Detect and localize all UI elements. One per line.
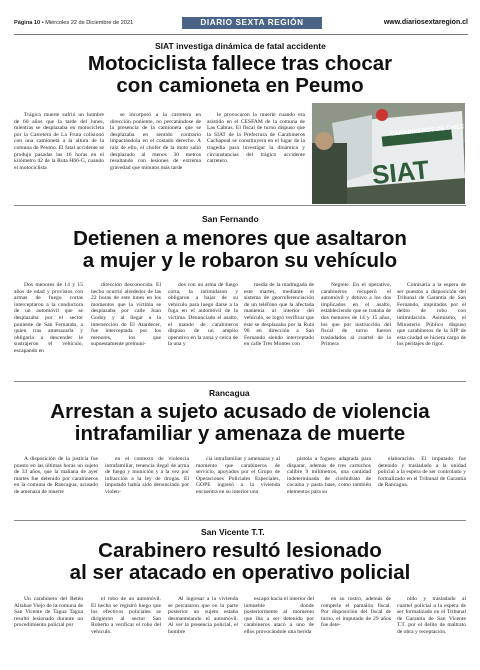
article-column: Dos menores de 14 y 15 años de edad y provistos con armas de fuego cortas interceptaron a la conductora de un automóvil que se desplazaba por el sector poniente de San Fernando, a quien tras amenazarla y obligarla a descender le sustrajeron el vehículo, escapando en	[14, 282, 83, 354]
page-info	[14, 20, 133, 26]
article-column: Un carabinero del Retén Altahue Viejo de la comuna de San Vicente de Tagua Tagua resultó lesionado durante un procedimiento policial por	[14, 596, 83, 629]
article-column: media de la madrugada de este martes, mediante el sistema de georreferenciación de un teléfono que la afectada mantenía al interior del vehículo, se logró verificar que éste se desplazaba por la Ruta 90 en dirección a San Fernando siendo interceptado en calle Tres Montes con	[244, 282, 314, 348]
section-divider	[14, 381, 466, 382]
article-column: Al ingresar a la vivienda se percataron que en la parte posterior un sujeto estaba desmantelando el automóvil. Al ver la presencia policial, el hombre	[168, 596, 238, 635]
headline-line: al ser atacado en operativo policial	[69, 561, 411, 584]
page-number: Página 10	[14, 20, 41, 26]
article-column: le provocaron la muerte cuando era asistido en el CESFAM de la comuna de Las Cabras. El fiscal de turno dispuso que la SIAT de la Prefectura de Carabineros Cachapoal se constituyera en el lugar de la tragedia para investigar la dinámica y circunstancias del trágico accidente carretero.	[207, 112, 305, 165]
headline-line: Carabinero resultó lesionado	[98, 539, 382, 562]
article-column: se incorporó a la carretera en dirección poniente, no percatándose de la presencia de la camioneta que se desplazaba en sentido contrario impactándola en el costado derecho. A raíz de ello, el chofer de la moto salió desplazado al menos 30 metros resultando con lesiones de extrema gravedad que minutos más tarde	[110, 112, 201, 171]
article-column: en su rostro, además de romperle el pantalón fiscal. Por disposición del fiscal de turno, el imputado de 29 años fue dete-	[321, 596, 391, 629]
article-column: Comisaría a la espera de ser puestos a disposición del Tribunal de Garantía de San Fernando, imputados por el delito de robo con intimidación. Asimismo, el Ministerio Público dispuso que carabineros de la SIP de esta ciudad se hiciera cargo de los peritajes de rigor.	[397, 282, 466, 348]
article-headline	[14, 401, 466, 445]
page-header	[14, 16, 468, 35]
headline-line: a mujer y le robaron su vehículo	[82, 249, 398, 272]
article-column: Trágica muerte sufrió un hombre de 60 años que la tarde del lunes, mientras se desplazaba en motocicleta por la Carretera de La Fruta colisionó con una camioneta a la altura de la comuna de Peumo. El fatal accidente se produjo pasadas las 16 horas en el kilómetro 42 de la Ruta H66-G, cuando el motociclista	[14, 112, 104, 171]
vehicle-badge-text: CARABINEROS DE CHILE	[389, 124, 465, 138]
article-column: Negrete. En el operativo, carabineros recuperó el automóvil y detuvo a los dos implicados en el asalto, estableciendo que se trataba de dos menores de 14 y 15 años, los que por instrucción del fiscal de turno fueron trasladados al cuartel de la Primera	[321, 282, 391, 348]
article-column: escapó hacia el interior del inmueble donde posteriormente al momento que iba a ser detenido por carabineros atacó a uno de ellos provocándole una herida	[244, 596, 314, 635]
article-kicker: SIAT investiga dinámica de fatal accidente	[155, 41, 326, 51]
article-column: nido y trasladado al cuartel policial a la espera de ser formalizado en el Tribunal de Garantía de San Vicente T.T. por el delito de maltrato de obra y receptación.	[397, 596, 466, 635]
article-column: elaboración. El imputado fue detenido y trasladado a la unidad policial a la espera de ser controlado y formalizado en el Tribunal de Garantía de Rancagua.	[378, 456, 466, 489]
newspaper-name: DIARIO SEXTA REGIÓN	[182, 17, 322, 29]
article-headline	[14, 53, 466, 97]
section-divider	[14, 520, 466, 521]
article-headline	[14, 228, 466, 272]
article-column: A disposición de la justicia fue puesto en las últimas horas un sujeto de 33 años, que la mañana de ayer martes fue detenido por carabineros en la comuna de Rancagua, acusado de amenaza de muerte	[14, 456, 98, 495]
article-column: dirección desconocida. El hecho ocurrió alrededor de las 22 horas de este lunes en los momentos que la víctima se desplazaba por calle Juan Godoy y al llegar a la intersección de El Atardecer, fue interceptada por los menores, los que supuestamente premuni-	[91, 282, 161, 348]
article-column: pistola a fogueo adaptada para disparar, además de tres cartuchos calibre 9 milímetros, una cantidad indeterminada de clorhidrato de cocaína y pasta base, como también elementos para su	[287, 456, 371, 495]
headline-line: Arrestan a sujeto acusado de violencia	[50, 400, 430, 423]
article-kicker: Rancagua	[209, 388, 250, 398]
article-column: cia intrafamiliar y amenazas y al momento que carabineros de servicio, apoyados por el Grupo de Operaciones Policiales Especiales, GOPE ingresó a la vivienda encuentra en su interior una	[196, 456, 280, 495]
headline-line: Motociclista fallece tras chocar	[87, 52, 393, 75]
section-divider	[14, 205, 466, 206]
siat-vehicle-image	[312, 103, 465, 204]
headline-line: Detienen a menores que asaltaron	[73, 227, 407, 250]
headline-line: intrafamiliar y amenaza de muerte	[74, 422, 406, 445]
article-column: el robo de un automóvil. El hecho se registró luego que los efectivos policiales se dirigieron al sector San Roberto a verificar el robo del vehículo.	[91, 596, 161, 635]
article-kicker: San Vicente T.T.	[201, 527, 265, 537]
article-column: dos con un arma de fuego corta, la intimidaron y obligaron a bajar de su vehículo para luego darse a la fuga en el automóvil de la víctima. Denunciado el asalto, el mando de carabineros dispuso de un amplio operativo en la zona y cerca de la una y	[168, 282, 238, 348]
issue-date: Miércoles 22 de Diciembre de 2021	[45, 20, 134, 26]
accident-photo	[312, 103, 465, 204]
article-column: en el contexto de violencia intrafamiliar, tenencia ilegal de arma de fuego y munición y a la vez por infracción a la ley de drogas. El imputado había sido denunciado por violen-	[105, 456, 189, 495]
separator: •	[41, 20, 44, 26]
vehicle-lettering: SIAT	[370, 154, 431, 191]
article-headline	[14, 540, 466, 584]
headline-line: con camioneta en Peumo	[116, 74, 364, 97]
website-link[interactable]: www.diariosextaregion.cl	[383, 19, 468, 26]
article-kicker: San Fernando	[202, 214, 259, 224]
